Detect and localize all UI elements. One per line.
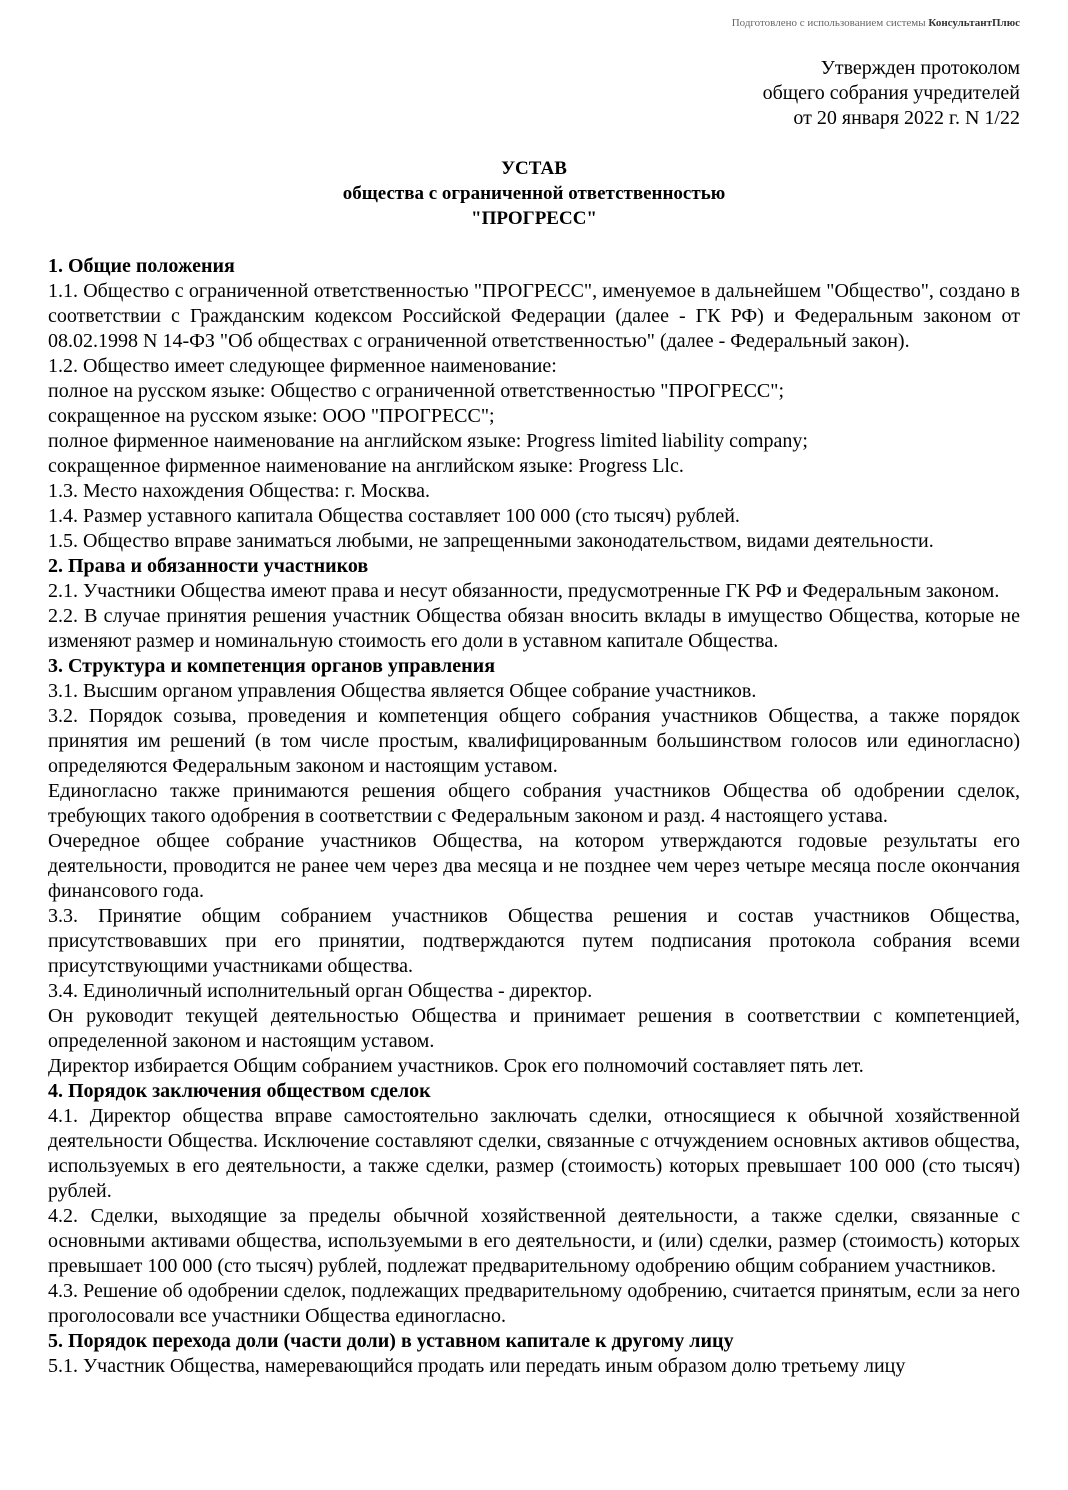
header-note — [732, 17, 1020, 29]
paragraph: 4.1. Директор общества вправе самостоятельно заключать сделки, относящиеся к обычной хозяйственной деятельности Общества. Исключение составляют сделки, связанные с отчуждением основных активов общества, используемых в его деятельности, а также сделки, размер (стоимость) которых превышает 100 000 (сто тысяч) рублей. — [48, 1105, 1020, 1202]
section-heading: 4. Порядок заключения обществом сделок — [48, 1080, 431, 1102]
paragraph: 4.3. Решение об одобрении сделок, подлежащих предварительному одобрению, считается принятым, если за него проголосовали все участники Общества единогласно. — [48, 1280, 1020, 1327]
title-line: УСТАВ — [501, 158, 567, 179]
document-body — [48, 254, 1020, 1379]
paragraph: полное на русском языке: Общество с ограниченной ответственностью "ПРОГРЕСС"; — [48, 380, 784, 402]
paragraph: 4.2. Сделки, выходящие за пределы обычной хозяйственной деятельности, а также сделки, связанные с основными активами общества, используемыми в его деятельности, и (или) сделки, размер (стоимость) которых превышает 100 000 (сто тысяч) рублей, подлежат предварительному одобрению общим собранием участников. — [48, 1205, 1020, 1277]
paragraph: 3.4. Единоличный исполнительный орган Общества - директор. — [48, 980, 593, 1002]
paragraph: 5.1. Участник Общества, намеревающийся продать или передать иным образом долю третьему лицу — [48, 1355, 906, 1377]
paragraph: 3.2. Порядок созыва, проведения и компетенция общего собрания участников Общества, а также порядок принятия им решений (в том числе простым, квалифицированным большинством голосов или единогласно) определяются Федеральным законом и настоящим уставом. — [48, 705, 1020, 777]
paragraph: 1.4. Размер уставного капитала Общества составляет 100 000 (сто тысяч) рублей. — [48, 505, 740, 527]
header-note-prefix: Подготовлено с использованием системы — [731, 17, 929, 29]
section-heading: 5. Порядок перехода доли (части доли) в уставном капитале к другому лицу — [48, 1330, 734, 1352]
paragraph: Директор избирается Общим собранием участников. Срок его полномочий составляет пять лет. — [48, 1055, 864, 1077]
title-line: "ПРОГРЕСС" — [471, 208, 597, 229]
paragraph: Он руководит текущей деятельностью Общества и принимает решения в соответствии с компетенцией, определенной законом и настоящим уставом. — [48, 1005, 1020, 1052]
approval-block — [763, 56, 1020, 131]
paragraph: 1.1. Общество с ограниченной ответственностью "ПРОГРЕСС", именуемое в дальнейшем "Общество", создано в соответствии с Гражданским кодексом Российской Федерации (далее - ГК РФ) и Федеральным законом от 08.02.1998 N 14-ФЗ "Об обществах с ограниченной ответственностью" (далее - Федеральный закон). — [48, 280, 1020, 352]
approval-line: от 20 января 2022 г. N 1/22 — [793, 107, 1020, 129]
paragraph: полное фирменное наименование на английском языке: Progress limited liability company; — [48, 430, 808, 452]
paragraph: сокращенное фирменное наименование на английском языке: Progress Llc. — [48, 455, 684, 477]
paragraph: 3.3. Принятие общим собранием участников Общества решения и состав участников Общества, присутствовавших при его принятии, подтверждаются путем подписания протокола собрания всеми присутствующими участниками общества. — [48, 905, 1020, 977]
section-heading: 2. Права и обязанности участников — [48, 555, 369, 577]
paragraph: Очередное общее собрание участников Общества, на котором утверждаются годовые результаты его деятельности, проводится не ранее чем через два месяца и не позднее чем через четыре месяца после окончания финансового года. — [48, 830, 1020, 902]
paragraph: сокращенное на русском языке: ООО "ПРОГРЕСС"; — [48, 405, 495, 427]
paragraph: 1.5. Общество вправе заниматься любыми, не запрещенными законодательством, видами деятельности. — [48, 530, 934, 552]
section-heading: 1. Общие положения — [48, 255, 235, 277]
paragraph: Единогласно также принимаются решения общего собрания участников Общества об одобрении сделок, требующих такого одобрения в соответствии с Федеральным законом и разд. 4 настоящего устава. — [48, 780, 1020, 827]
header-note-brand: КонсультантПлюс — [928, 17, 1020, 29]
title-line: общества с ограниченной ответственностью — [342, 183, 726, 204]
section-heading: 3. Структура и компетенция органов управления — [48, 655, 496, 677]
paragraph: 2.1. Участники Общества имеют права и несут обязанности, предусмотренные ГК РФ и Федеральным законом. — [48, 580, 1000, 602]
paragraph: 3.1. Высшим органом управления Общества является Общее собрание участников. — [48, 680, 757, 702]
document-title — [0, 156, 1068, 231]
paragraph: 1.3. Место нахождения Общества: г. Москва. — [48, 480, 431, 502]
approval-line: общего собрания учредителей — [762, 82, 1020, 104]
approval-line: Утвержден протоколом — [820, 57, 1020, 79]
paragraph: 1.2. Общество имеет следующее фирменное наименование: — [48, 355, 557, 377]
paragraph: 2.2. В случае принятия решения участник Общества обязан вносить вклады в имущество Общества, которые не изменяют размер и номинальную стоимость его доли в уставном капитале Общества. — [48, 605, 1020, 652]
